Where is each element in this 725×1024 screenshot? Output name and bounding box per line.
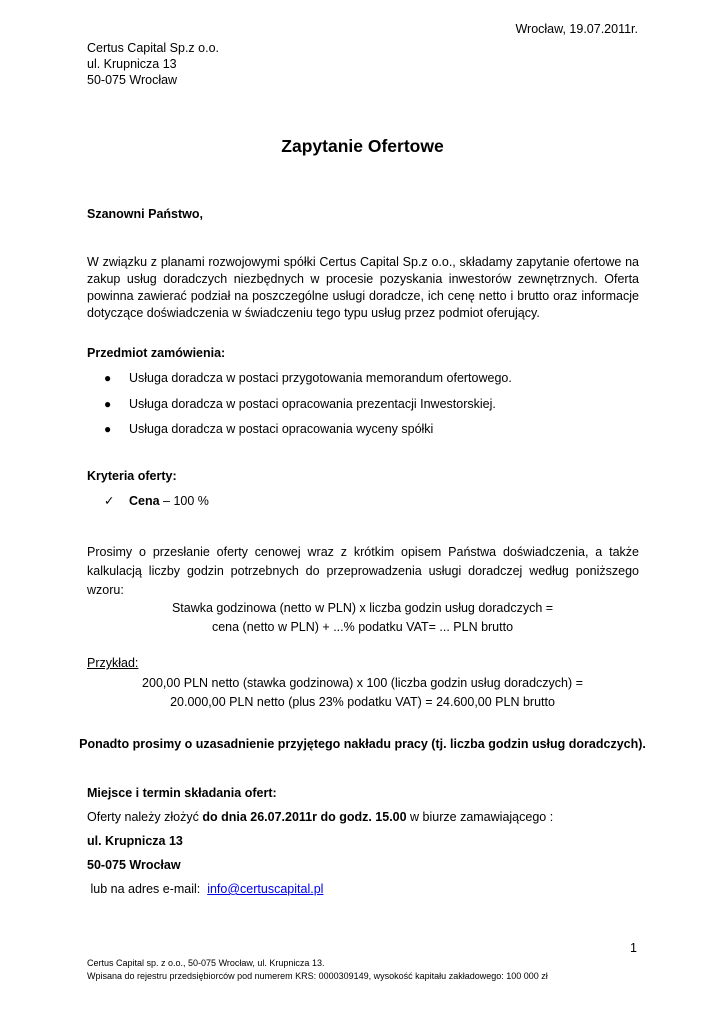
- sender-street: ul. Krupnicza 13: [87, 57, 177, 71]
- request-paragraph: Prosimy o przesłanie oferty cenowej wraz z krótkim opisem Państwa doświadczenia, a także kalkulacją liczby godzin potrzebnych do przeprowadzenia usługi doradczej według poniższego wzoru:: [87, 545, 639, 597]
- footer-line: Certus Capital sp. z o.o., 50-075 Wrocław, ul. Krupnicza 13.: [87, 958, 325, 968]
- submission-email-line: [87, 882, 323, 896]
- formula-line: Stawka godzinowa (netto w PLN) x liczba godzin usług doradczych =: [171, 601, 554, 615]
- checkmark-icon: ✓: [104, 494, 115, 508]
- document-date: Wrocław, 19.07.2011r.: [515, 22, 638, 36]
- sender-city: 50-075 Wrocław: [87, 73, 178, 87]
- submission-heading: Miejsce i termin składania ofert:: [87, 786, 277, 800]
- bullet-icon: ●: [104, 396, 112, 411]
- deadline-date: do dnia 26.07.2011r do godz. 15.00: [202, 810, 407, 824]
- example-line: 20.000,00 PLN netto (plus 23% podatku VAT) = 24.600,00 PLN brutto: [170, 695, 555, 709]
- deadline-suffix: w biurze zamawiającego :: [406, 810, 554, 824]
- footer-line: Wpisana do rejestru przedsiębiorców pod numerem KRS: 0000309149, wysokość kapitału zakładowego: 100 000 zł: [87, 971, 548, 981]
- submission-street: ul. Krupnicza 13: [87, 834, 183, 848]
- greeting: Szanowni Państwo,: [87, 207, 203, 221]
- criteria-label: Cena: [129, 494, 160, 508]
- subject-list: [104, 370, 512, 447]
- pricing-example: [0, 674, 725, 712]
- criteria-value: – 100 %: [159, 494, 209, 508]
- sender-company: Certus Capital Sp.z o.o.: [87, 41, 220, 55]
- list-item: [104, 396, 512, 422]
- list-item-text: Usługa doradcza w postaci opracowania prezentacji Inwestorskiej.: [129, 396, 496, 411]
- criteria-heading: Kryteria oferty:: [87, 469, 177, 483]
- email-link[interactable]: info@certuscapital.pl: [207, 882, 324, 896]
- list-item-text: Usługa doradcza w postaci opracowania wyceny spółki: [129, 422, 434, 436]
- sender-address: [87, 40, 219, 88]
- deadline-prefix: Oferty należy złożyć: [87, 810, 203, 824]
- submission-city: 50-075 Wrocław: [87, 858, 181, 872]
- email-prefix: lub na adres e-mail:: [87, 882, 208, 896]
- page-footer: [87, 957, 548, 983]
- list-item: [104, 421, 512, 447]
- formula-line: cena (netto w PLN) + ...% podatku VAT= ... PLN brutto: [211, 620, 514, 634]
- list-item-text: Usługa doradcza w postaci przygotowania memorandum ofertowego.: [129, 371, 512, 385]
- example-label: Przykład:: [87, 656, 139, 670]
- workload-note: Ponadto prosimy o uzasadnienie przyjętego nakładu pracy (tj. liczba godzin usług doradczych).: [79, 737, 646, 751]
- page-number: 1: [630, 941, 637, 955]
- pricing-formula: [0, 599, 725, 637]
- document-title: Zapytanie Ofertowe: [281, 136, 444, 156]
- bullet-icon: ●: [104, 422, 112, 436]
- criteria-item: [104, 493, 209, 508]
- list-item: [104, 370, 512, 396]
- bullet-icon: ●: [104, 371, 112, 385]
- intro-paragraph: W związku z planami rozwojowymi spółki Certus Capital Sp.z o.o., składamy zapytanie ofertowe na zakup usług doradczych niezbędnych w procesie pozyskania inwestorów zewnętrznych. Oferta powinna zawierać podział na poszczególne usługi doradcze, ich cenę netto i brutto oraz informacje dotyczące doświadczenia w świadczeniu tego typu usług przez podmiot oferujący.: [87, 255, 639, 320]
- example-line: 200,00 PLN netto (stawka godzinowa) x 100 (liczba godzin usług doradczych) =: [142, 676, 583, 690]
- submission-deadline: [87, 810, 553, 824]
- subject-heading: Przedmiot zamówienia:: [87, 346, 226, 360]
